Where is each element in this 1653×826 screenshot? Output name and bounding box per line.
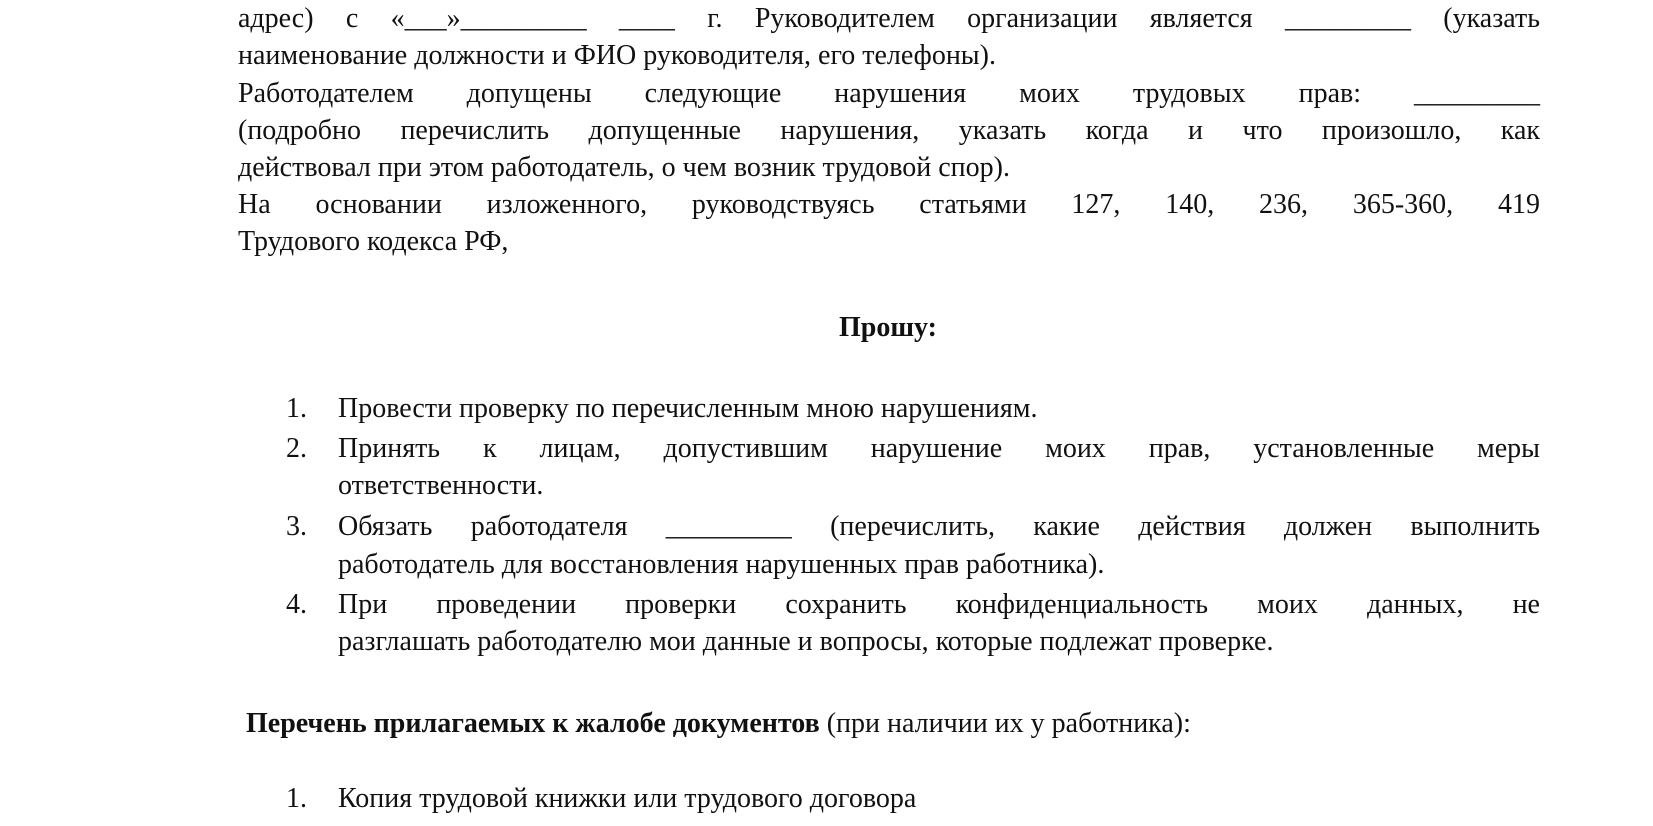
paragraph-line: (подробно перечислить допущенные нарушения, указать когда и что произошло, как: [238, 115, 1540, 146]
attachment-item-number: 1.: [286, 783, 307, 814]
list-item-number: 1.: [286, 393, 307, 424]
list-item-text: Провести проверку по перечисленным мною нарушениям.: [338, 393, 1038, 424]
list-item-text: разглашать работодателю мои данные и вопросы, которые подлежат проверке.: [338, 626, 1274, 657]
list-item-number: 2.: [286, 433, 307, 464]
paragraph-line: действовал при этом работодатель, о чем возник трудовой спор).: [238, 152, 1010, 183]
attachments-heading: [246, 705, 1548, 743]
paragraph-line: наименование должности и ФИО руководителя, его телефоны).: [238, 40, 996, 71]
list-item-text: ответственности.: [338, 470, 544, 501]
list-item-text: Обязать работодателя _________ (перечислить, какие действия должен выполнить: [338, 511, 1540, 542]
paragraph-line: Работодателем допущены следующие нарушения моих трудовых прав: _________: [238, 78, 1540, 109]
list-item-number: 3.: [286, 511, 307, 542]
list-item-text: При проведении проверки сохранить конфиденциальность моих данных, не: [338, 589, 1540, 620]
paragraph-line: На основании изложенного, руководствуясь статьями 127, 140, 236, 365-360, 419: [238, 189, 1540, 220]
paragraph-line: адрес) с «___»_________ ____ г. Руководителем организации является _________ (указать: [238, 3, 1540, 34]
list-item-text: Принять к лицам, допустившим нарушение моих прав, установленные меры: [338, 433, 1540, 464]
attachments-heading-bold: Перечень прилагаемых к жалобе документов: [246, 708, 820, 739]
list-item-number: 4.: [286, 589, 307, 620]
paragraph-line: Трудового кодекса РФ,: [238, 226, 509, 257]
attachments-heading-note: (при наличии их у работника):: [819, 708, 1191, 739]
list-item-text: работодатель для восстановления нарушенных прав работника).: [338, 549, 1105, 580]
attachment-item-text: Копия трудовой книжки или трудового договора: [338, 783, 917, 814]
request-heading: Прошу:: [839, 312, 937, 343]
